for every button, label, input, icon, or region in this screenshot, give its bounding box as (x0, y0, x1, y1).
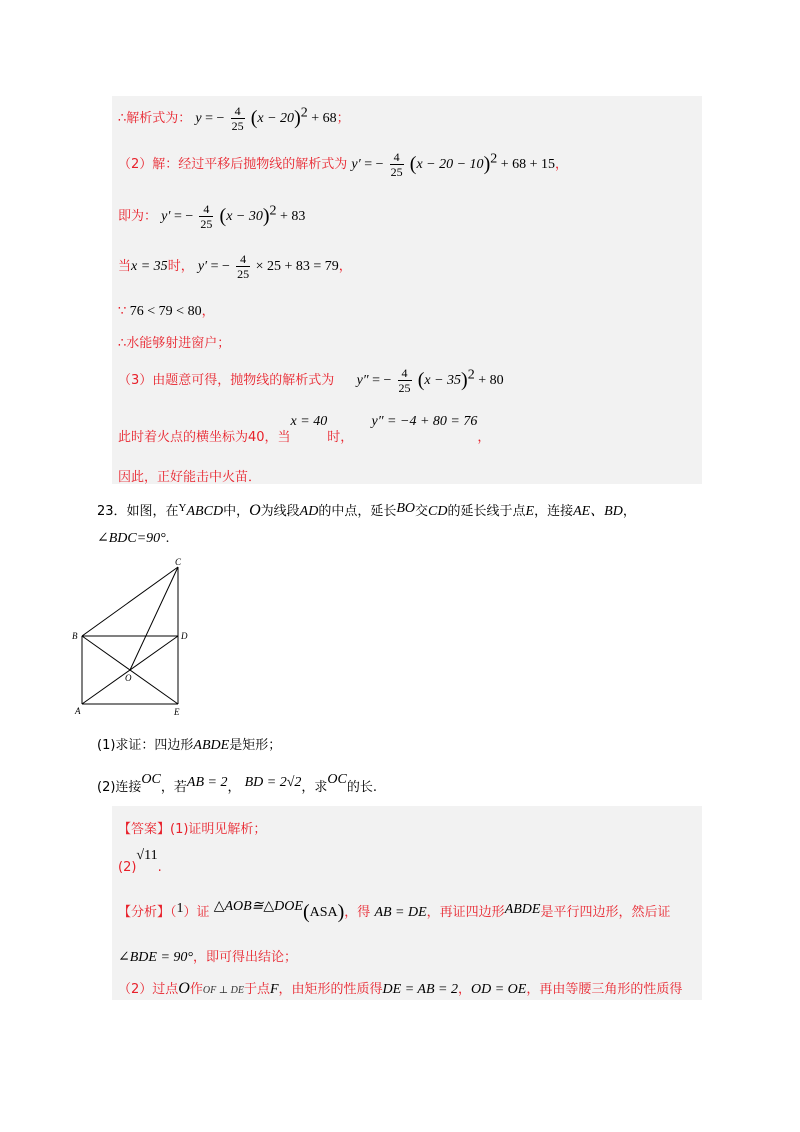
solution-line-1: ∴解析式为： y = − $\frac{4}{25}$ $(x - 20)^2 + 68$； (118, 104, 350, 133)
label-c: C (175, 557, 182, 567)
geometry-figure (70, 556, 200, 722)
solution-line-6: ∴水能够射进窗户； (118, 336, 231, 351)
fraction: $\frac{4}{25}$ (200, 202, 213, 231)
question-23-line-1: 23．如图，在$^Y$ABCD中，O为线段AD的中点，延长BO交CD的延长线于点E，连接AE、BD， (97, 501, 636, 519)
solution-line-9: 因此，正好能击中火苗． (118, 470, 262, 485)
analysis-line-1: 【分析】（1）证 △AOB≅△DOE(ASA)，得 AB = DE，再证四边形ABDE是平行四边形，然后证 (118, 899, 671, 923)
fraction: $\frac{4}{25}$ (231, 104, 244, 133)
answer-line-1: 【答案】(1)证明见解析； (118, 822, 267, 837)
label-d: D (181, 631, 188, 641)
fraction: $\frac{4}{25}$ (398, 366, 411, 395)
label-e: E (174, 707, 180, 717)
parallelogram-symbol: Y (178, 502, 187, 514)
answer-line-2: (2)√11. (118, 848, 162, 875)
question-part-2: (2)连接OC，若AB = 2， BD = 2√2，求OC的长. (97, 772, 378, 795)
solution-line-4: 当x = 35时， y′ = − $\frac{4}{25}$ × 25 + 83 = 79， (118, 252, 352, 281)
analysis-line-3: （2）过点O作OF ⊥ DE于点F，由矩形的性质得DE = AB = 2，OD = OE，再由等腰三角形的性质得 (118, 980, 683, 997)
fraction: $\frac{4}{25}$ (390, 150, 403, 179)
label-a: A (75, 706, 81, 716)
fraction: $\frac{4}{25}$ (237, 252, 250, 281)
solution-line-7: （3）由题意可得，抛物线的解析式为 y″ = − $\frac{4}{25}$ $(x - 35)^2 + 80$ (118, 366, 504, 395)
solution-line-8: 此时着火点的横坐标为40，当x = 40时， y″ = −4 + 80 = 76， (118, 414, 491, 445)
question-part-1: (1)求证：四边形ABDE是矩形； (97, 738, 282, 753)
label-o: O (125, 673, 132, 683)
solution-line-5: ∵ 76 < 79 < 80， (118, 304, 215, 319)
label-b: B (72, 631, 78, 641)
segment-bc (82, 567, 178, 636)
solution-line-3: 即为： y′ = − $\frac{4}{25}$ $(x - 30)^2 + 83$ (118, 202, 306, 231)
question-23-line-2: ∠BDC=90°. (97, 531, 170, 546)
analysis-line-2: ∠BDE = 90°，即可得出结论； (118, 950, 298, 965)
solution-line-2: （2）解：经过平移后抛物线的解析式为 y′ = − $\frac{4}{25}$ $(x - 20 - 10)^2 + 68 + 15$， (118, 150, 569, 179)
segment-oc (130, 567, 178, 670)
